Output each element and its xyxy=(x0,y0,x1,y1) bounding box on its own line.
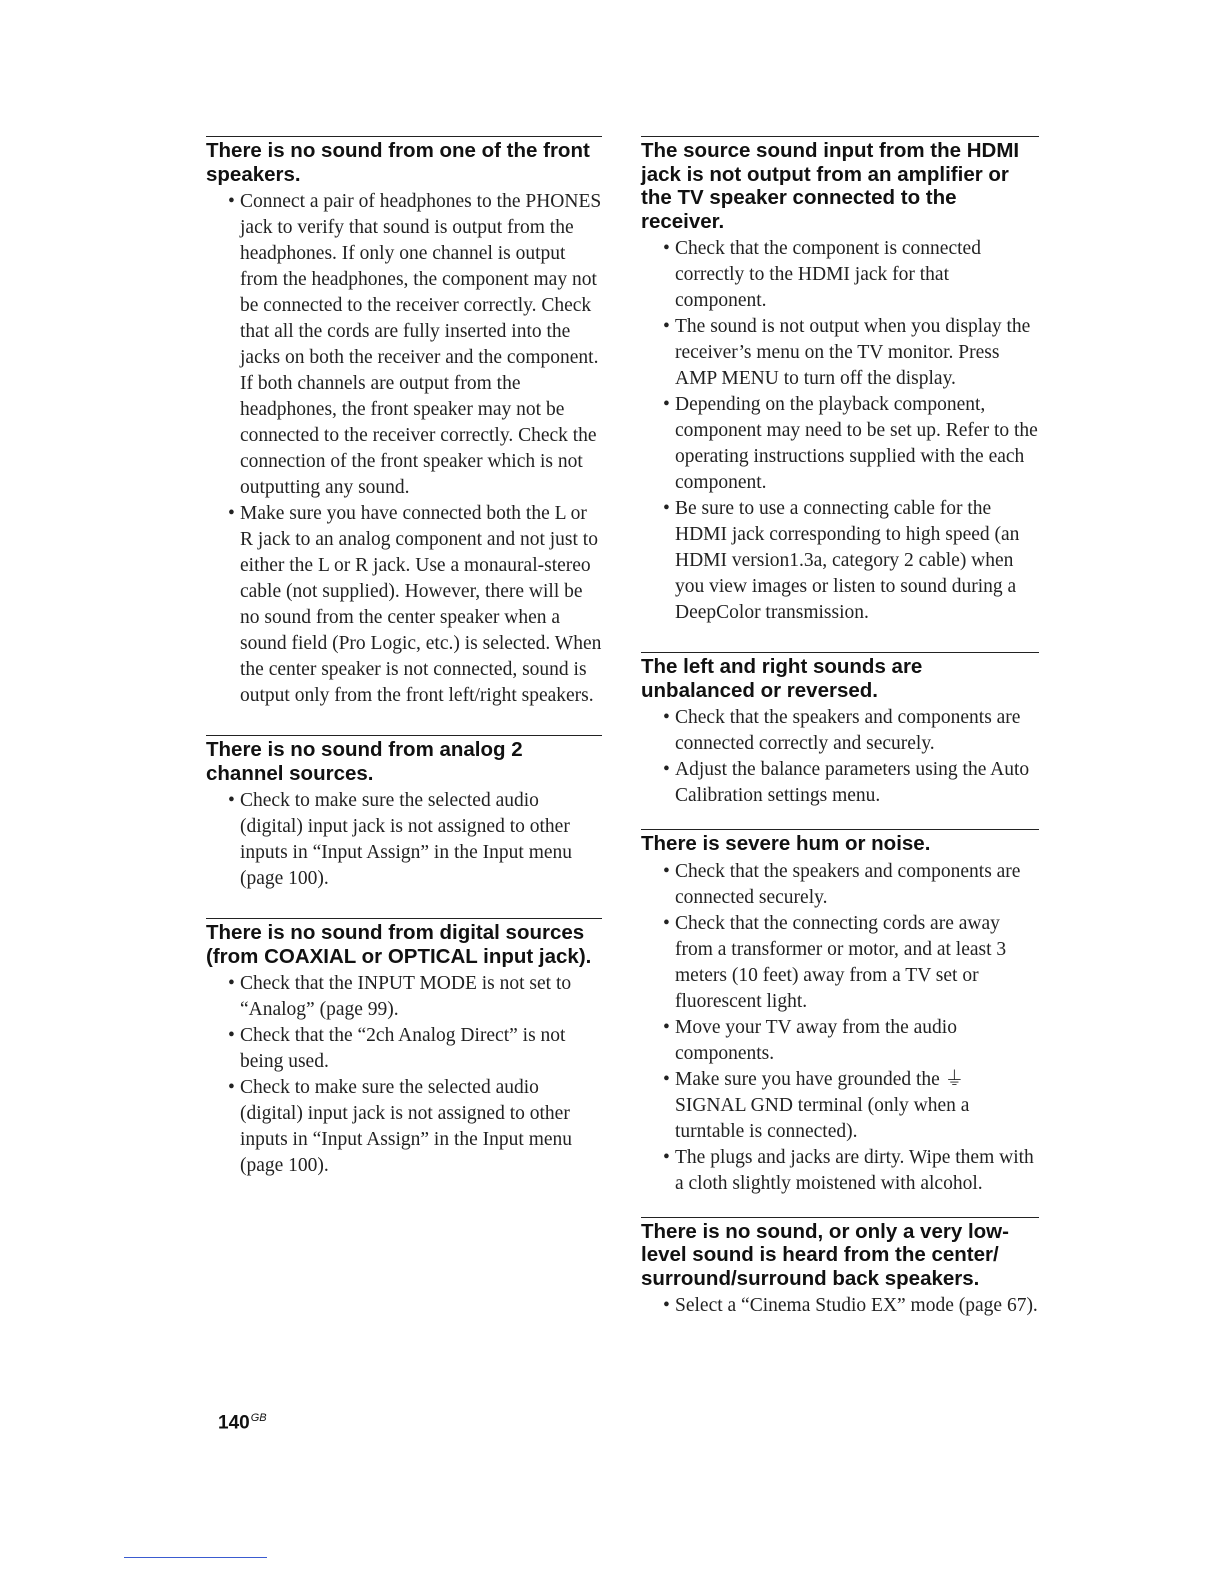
troubleshooting-section xyxy=(641,136,1039,626)
bullet-text: Select a “Cinema Studio EX” mode (page 67). xyxy=(675,1295,1038,1316)
bullet-dot: • xyxy=(663,759,670,780)
bullet-list xyxy=(206,189,602,709)
bullet-list xyxy=(206,971,602,1179)
troubleshooting-section xyxy=(206,735,602,892)
bullet-text: The sound is not output when you display the receiver’s menu on the TV monitor. Press AMP MENU to turn off the display. xyxy=(675,316,1031,389)
bullet-item xyxy=(228,971,602,1023)
bullet-list xyxy=(641,236,1039,626)
bullet-text: The plugs and jacks are dirty. Wipe them with a cloth slightly moistened with alcohol. xyxy=(675,1146,1034,1194)
bullet-dot: • xyxy=(228,191,235,212)
page-number xyxy=(218,1412,267,1434)
section-heading: The source sound input from the HDMI jack is not output from an amplifier or the TV speaker connected to the receiver. xyxy=(641,139,1020,233)
bullet-text: Adjust the balance parameters using the Auto Calibration settings menu. xyxy=(675,759,1030,806)
page-number-value: 140 xyxy=(218,1412,250,1434)
page-number-suffix: GB xyxy=(250,1412,267,1424)
bullet-item xyxy=(663,392,1039,496)
bullet-dot: • xyxy=(663,1146,670,1168)
bullet-dot: • xyxy=(228,790,235,811)
troubleshooting-section xyxy=(641,1217,1039,1320)
bullet-dot: • xyxy=(663,498,670,519)
bullet-item xyxy=(663,859,1039,911)
bullet-text: Move your TV away from the audio components. xyxy=(675,1016,957,1064)
bullet-dot: • xyxy=(228,1077,235,1098)
bullet-dot: • xyxy=(663,238,670,259)
bullet-text: Connect a pair of headphones to the PHONES jack to verify that sound is output from the headphones. If only one channel is output from the headphones, the component may not be connected to the receiver correctly. Check that all the cords are fully inserted into the jacks on both the receiver and the component. If both channels are output from the headphones, the front speaker may not be connected to the receiver correctly. Check the connection of the front speaker which is not outputting any sound. xyxy=(240,191,602,498)
bullet-item xyxy=(228,501,602,709)
bullet-item xyxy=(663,911,1039,1015)
bullet-dot: • xyxy=(228,973,235,994)
section-divider xyxy=(206,735,602,736)
bullet-item xyxy=(663,757,1039,809)
bullet-text: Check that the “2ch Analog Direct” is not being used. xyxy=(240,1025,566,1072)
bullet-dot: • xyxy=(663,1295,670,1316)
footer-rule xyxy=(124,1557,267,1558)
bullet-text: Check that the speakers and components are connected securely. xyxy=(675,860,1021,908)
bullet-text: Check to make sure the selected audio (digital) input jack is not assigned to other inputs in “Input Assign” in the Input menu (page 100). xyxy=(240,790,573,889)
section-divider xyxy=(206,136,602,137)
bullet-item xyxy=(663,705,1039,757)
section-heading: There is no sound from analog 2 channel sources. xyxy=(206,738,523,785)
section-divider xyxy=(641,1217,1039,1218)
bullet-dot: • xyxy=(663,394,670,415)
bullet-dot: • xyxy=(663,1016,670,1038)
bullet-list xyxy=(641,1293,1039,1319)
bullet-dot: • xyxy=(228,503,235,524)
bullet-item xyxy=(663,314,1039,392)
bullet-item xyxy=(228,1075,602,1179)
section-heading: There is severe hum or noise. xyxy=(641,832,931,855)
bullet-text: Check that the INPUT MODE is not set to “Analog” (page 99). xyxy=(240,973,572,1020)
section-divider xyxy=(641,652,1039,653)
bullet-text: Depending on the playback component, component may need to be set up. Refer to the operating instructions supplied with the each component. xyxy=(675,394,1038,493)
bullet-dot: • xyxy=(663,1068,670,1090)
bullet-text: Check that the speakers and components are connected correctly and securely. xyxy=(675,707,1021,754)
section-divider xyxy=(641,136,1039,137)
bullet-item xyxy=(663,1145,1039,1197)
section-heading: The left and right sounds are unbalanced or reversed. xyxy=(641,655,923,702)
section-divider xyxy=(206,918,602,919)
bullet-item xyxy=(663,1067,1039,1145)
bullet-list xyxy=(206,788,602,892)
bullet-item xyxy=(663,1293,1039,1319)
troubleshooting-section xyxy=(641,652,1039,809)
bullet-list xyxy=(641,705,1039,809)
bullet-text: Be sure to use a connecting cable for the HDMI jack corresponding to high speed (an HDMI version1.3a, category 2 cable) when you view images or listen to sound during a DeepColor transmission. xyxy=(675,498,1020,623)
bullet-item xyxy=(663,496,1039,626)
bullet-item xyxy=(663,1015,1039,1067)
bullet-text: Check that the connecting cords are away from a transformer or motor, and at least 3 meters (10 feet) away from a TV set or fluorescent light. xyxy=(675,912,1007,1012)
section-heading: There is no sound from one of the front speakers. xyxy=(206,139,590,186)
bullet-text: Check to make sure the selected audio (digital) input jack is not assigned to other inputs in “Input Assign” in the Input menu (page 100). xyxy=(240,1077,573,1176)
bullet-item xyxy=(228,788,602,892)
bullet-text: Make sure you have grounded the ⏚ SIGNAL GND terminal (only when a turntable is connected). xyxy=(675,1068,970,1142)
bullet-text: Check that the component is connected correctly to the HDMI jack for that component. xyxy=(675,238,981,311)
troubleshooting-section xyxy=(206,136,602,709)
troubleshooting-section xyxy=(641,829,1039,1197)
bullet-dot: • xyxy=(663,860,670,882)
section-heading: There is no sound, or only a very low-level sound is heard from the center/ surround/surround back speakers. xyxy=(641,1219,1009,1290)
bullet-dot: • xyxy=(663,707,670,728)
bullet-text: Make sure you have connected both the L or R jack to an analog component and not just to either the L or R jack. Use a monaural-stereo cable (not supplied). However, there will be no sound from the center speaker when a sound field (Pro Logic, etc.) is selected. When the center speaker is not connected, sound is output only from the front left/right speakers. xyxy=(240,503,602,706)
section-divider xyxy=(641,829,1039,830)
bullet-dot: • xyxy=(228,1025,235,1046)
bullet-item xyxy=(228,1023,602,1075)
bullet-dot: • xyxy=(663,912,670,934)
troubleshooting-section xyxy=(206,918,602,1179)
bullet-dot: • xyxy=(663,316,670,337)
bullet-item xyxy=(663,236,1039,314)
right-column xyxy=(641,136,1039,1319)
bullet-list xyxy=(641,859,1039,1197)
section-heading: There is no sound from digital sources (from COAXIAL or OPTICAL input jack). xyxy=(206,921,592,968)
left-column xyxy=(206,136,602,1179)
bullet-item xyxy=(228,189,602,501)
